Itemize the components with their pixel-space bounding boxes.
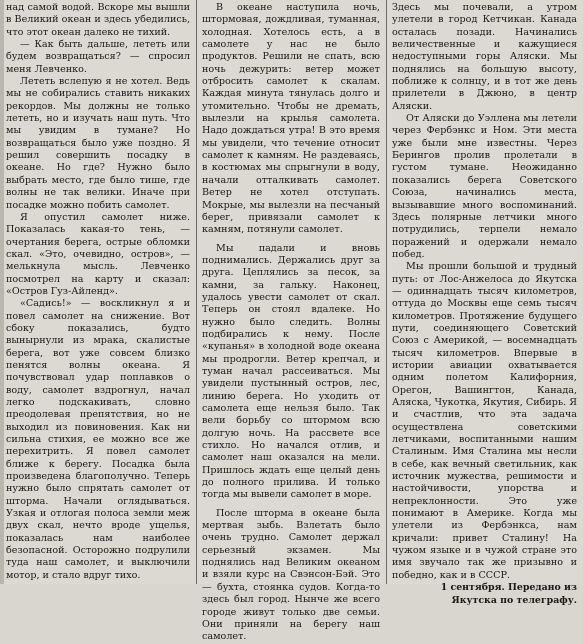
paragraph: Я опустил самолет ниже. Показалась какая-то тень, — очертания берега, острые обломки скал. «Это, очевидно, остров», — мелькнула мысль. Левченко посмотрел на карту и сказал: «Остров Гуз-Айленд». — [6, 211, 190, 297]
paragraph: В океане наступила ночь, штормовая, дождливая, туманная, холодная. Хотелось есть, а в самолете у нас не было продуктов. Решили не спать, всю ночь дежурить: ветер может отбросить самолет к скалам. Каждая минута тянулась долго и утомительно. Чтобы не дремать, вылезли на крылья самолета. Надо дождаться утра! В это время мы увидели, что течение относит самолет к камням. Не раздеваясь, в костюмах мы спрыгнули в воду, начали отталкивать самолет. Ветер не хотел отступать. Мокрые, мы вылезли на песчаный берег, привязали самолет к камням, потянули самолет. — [202, 2, 380, 236]
dateline-signoff: Якутска по телеграфу. — [451, 594, 577, 606]
paragraph: Мы падали и вновь поднимались. Держались друг за друга. Цеплялись за песок, за камни, за гальку. Наконец, удалось увести самолет от скал. Теперь он стоял вдалеке. Но нужно было следить. Волны подбирались к нему. После «купанья» в холодной воде океана мы продрогли. Ветер крепчал, и туман начал рассеиваться. Мы увидели пустынный остров, лес, линию берега. Но уходить от самолета еще нельзя было. Так вели борьбу со штормом всю долгую ночь. На рассвете все стихло. Но начался отлив, и самолет наш оказался на мели. Пришлось ждать еще целый день до полного прилива. И только тогда мы вывели самолет в море. — [202, 242, 380, 501]
column-divider — [386, 0, 387, 584]
dateline-signoff: 1 сентября. Передано из — [440, 582, 577, 594]
text-column-2 — [202, 2, 380, 643]
column-divider — [196, 0, 197, 584]
paragraph: После шторма в океане была мертвая зыбь. Взлетать было очень трудно. Самолет держал серьезный экзамен. Мы поднялись над Великим океаном и взяли курс на Свэнсон-Бэй. Это — бухта, стоянка судов. Когда-то здесь был город. Нынче же всего городе живут только две семьи. Они приняли на берегу наш самолет. — [202, 507, 380, 643]
page-fold-edge — [0, 0, 4, 584]
paragraph: От Аляски до Уэллена мы летели через Фербэнкс и Ном. Эти места уже были мне известны. Через Берингов пролив пролетали в густом тумане. Неожиданно показались берега Советского Союза, начинались места, вызывавшие много воспоминаний. Здесь полярные летчики много потрудились, терпели немало поражений и одержали немало побед. — [392, 113, 577, 260]
text-column-3 — [392, 2, 577, 606]
paragraph: — Как быть дальше, лететь или будем возвращаться? — спросил меня Левченко. — [6, 39, 190, 75]
paragraph: Мы прошли большой и трудный путь: от Лос-Анжелоса до Якутска — одиннадцать тысяч километров, оттуда до Москвы еще семь тысяч километров. Протяжение будущего пути, соединяющего Советский Союз с Америкой, — восемнадцать тысяч километров. Впервые в истории авиации охватывается одним полетом Калифорния, Орегон, Вашингтон, Канада, Аляска, Чукотка, Якутия, Сибирь. Я и счастлив, что эта задача осуществлена советскими летчиками, воспитанными нашим Сталиным. Имя Сталина мы несли в себе, как вечный светильник, как источник мужества, решимости и настойчивости, упорства и непреклонности. Это уже понимают в Америке. Когда мы улетели из Фербэнкса, нам кричали: привет Сталину! На чужом языке и в чужой стране это имя звучало так же призывно и победно, как и в СССР. — [392, 261, 577, 581]
text-column-1 — [6, 2, 190, 582]
paragraph: Лететь вслепую я не хотел. Ведь мы не собирались ставить никаких рекордов. Мы должны не только лететь, но и изучать наш путь. Что мы увидим в тумане? Но возвращаться было уже поздно. Я решил совершить посадку в океане. Но где? Нужно было выбрать место, где было тише, где волны не так велики. Иначе при посадке можно побить самолет. — [6, 76, 190, 211]
paragraph: Здесь мы почевали, а утром улетели в город Кетчикан. Канада осталась позади. Начинались величественные и кажущиеся недоступными горы Аляски. Мы поднялись на большую высоту, поближе к солнцу, и в тот же день прилетели в Джюно, в центр Аляски. — [392, 2, 577, 112]
paragraph: «Садись!» — воскликнул я и повел самолет на снижение. Вот сбоку показались, будто вынырнули из мрака, скалистые берега, вот уже совсем близко пенятся волны океана. Я почувствовал удар поплавков о воду, самолет вздрогнул, начал легко подскакивать, словно преодолевая препятствия, но не выходил из повиновения. Как ни сильна стихия, ее можно все же перехитрить. Я повел самолет ближе к берегу. Посадка была произведена благополучно. Теперь нужно было спрятать самолет от шторма. Начали оглядываться. Узкая и отлогая полоса земли меж двух скал, нечто вроде ущелья, показалась нам наиболее безопасной. Осторожно подрулили туда наш самолет, и выключили мотор, и стало вдруг тихо. — [6, 298, 190, 581]
paragraph: над самой водой. Вскоре мы вышли в Великий океан и здесь убедились, что этот океан далеко не тихий. — [6, 2, 190, 38]
